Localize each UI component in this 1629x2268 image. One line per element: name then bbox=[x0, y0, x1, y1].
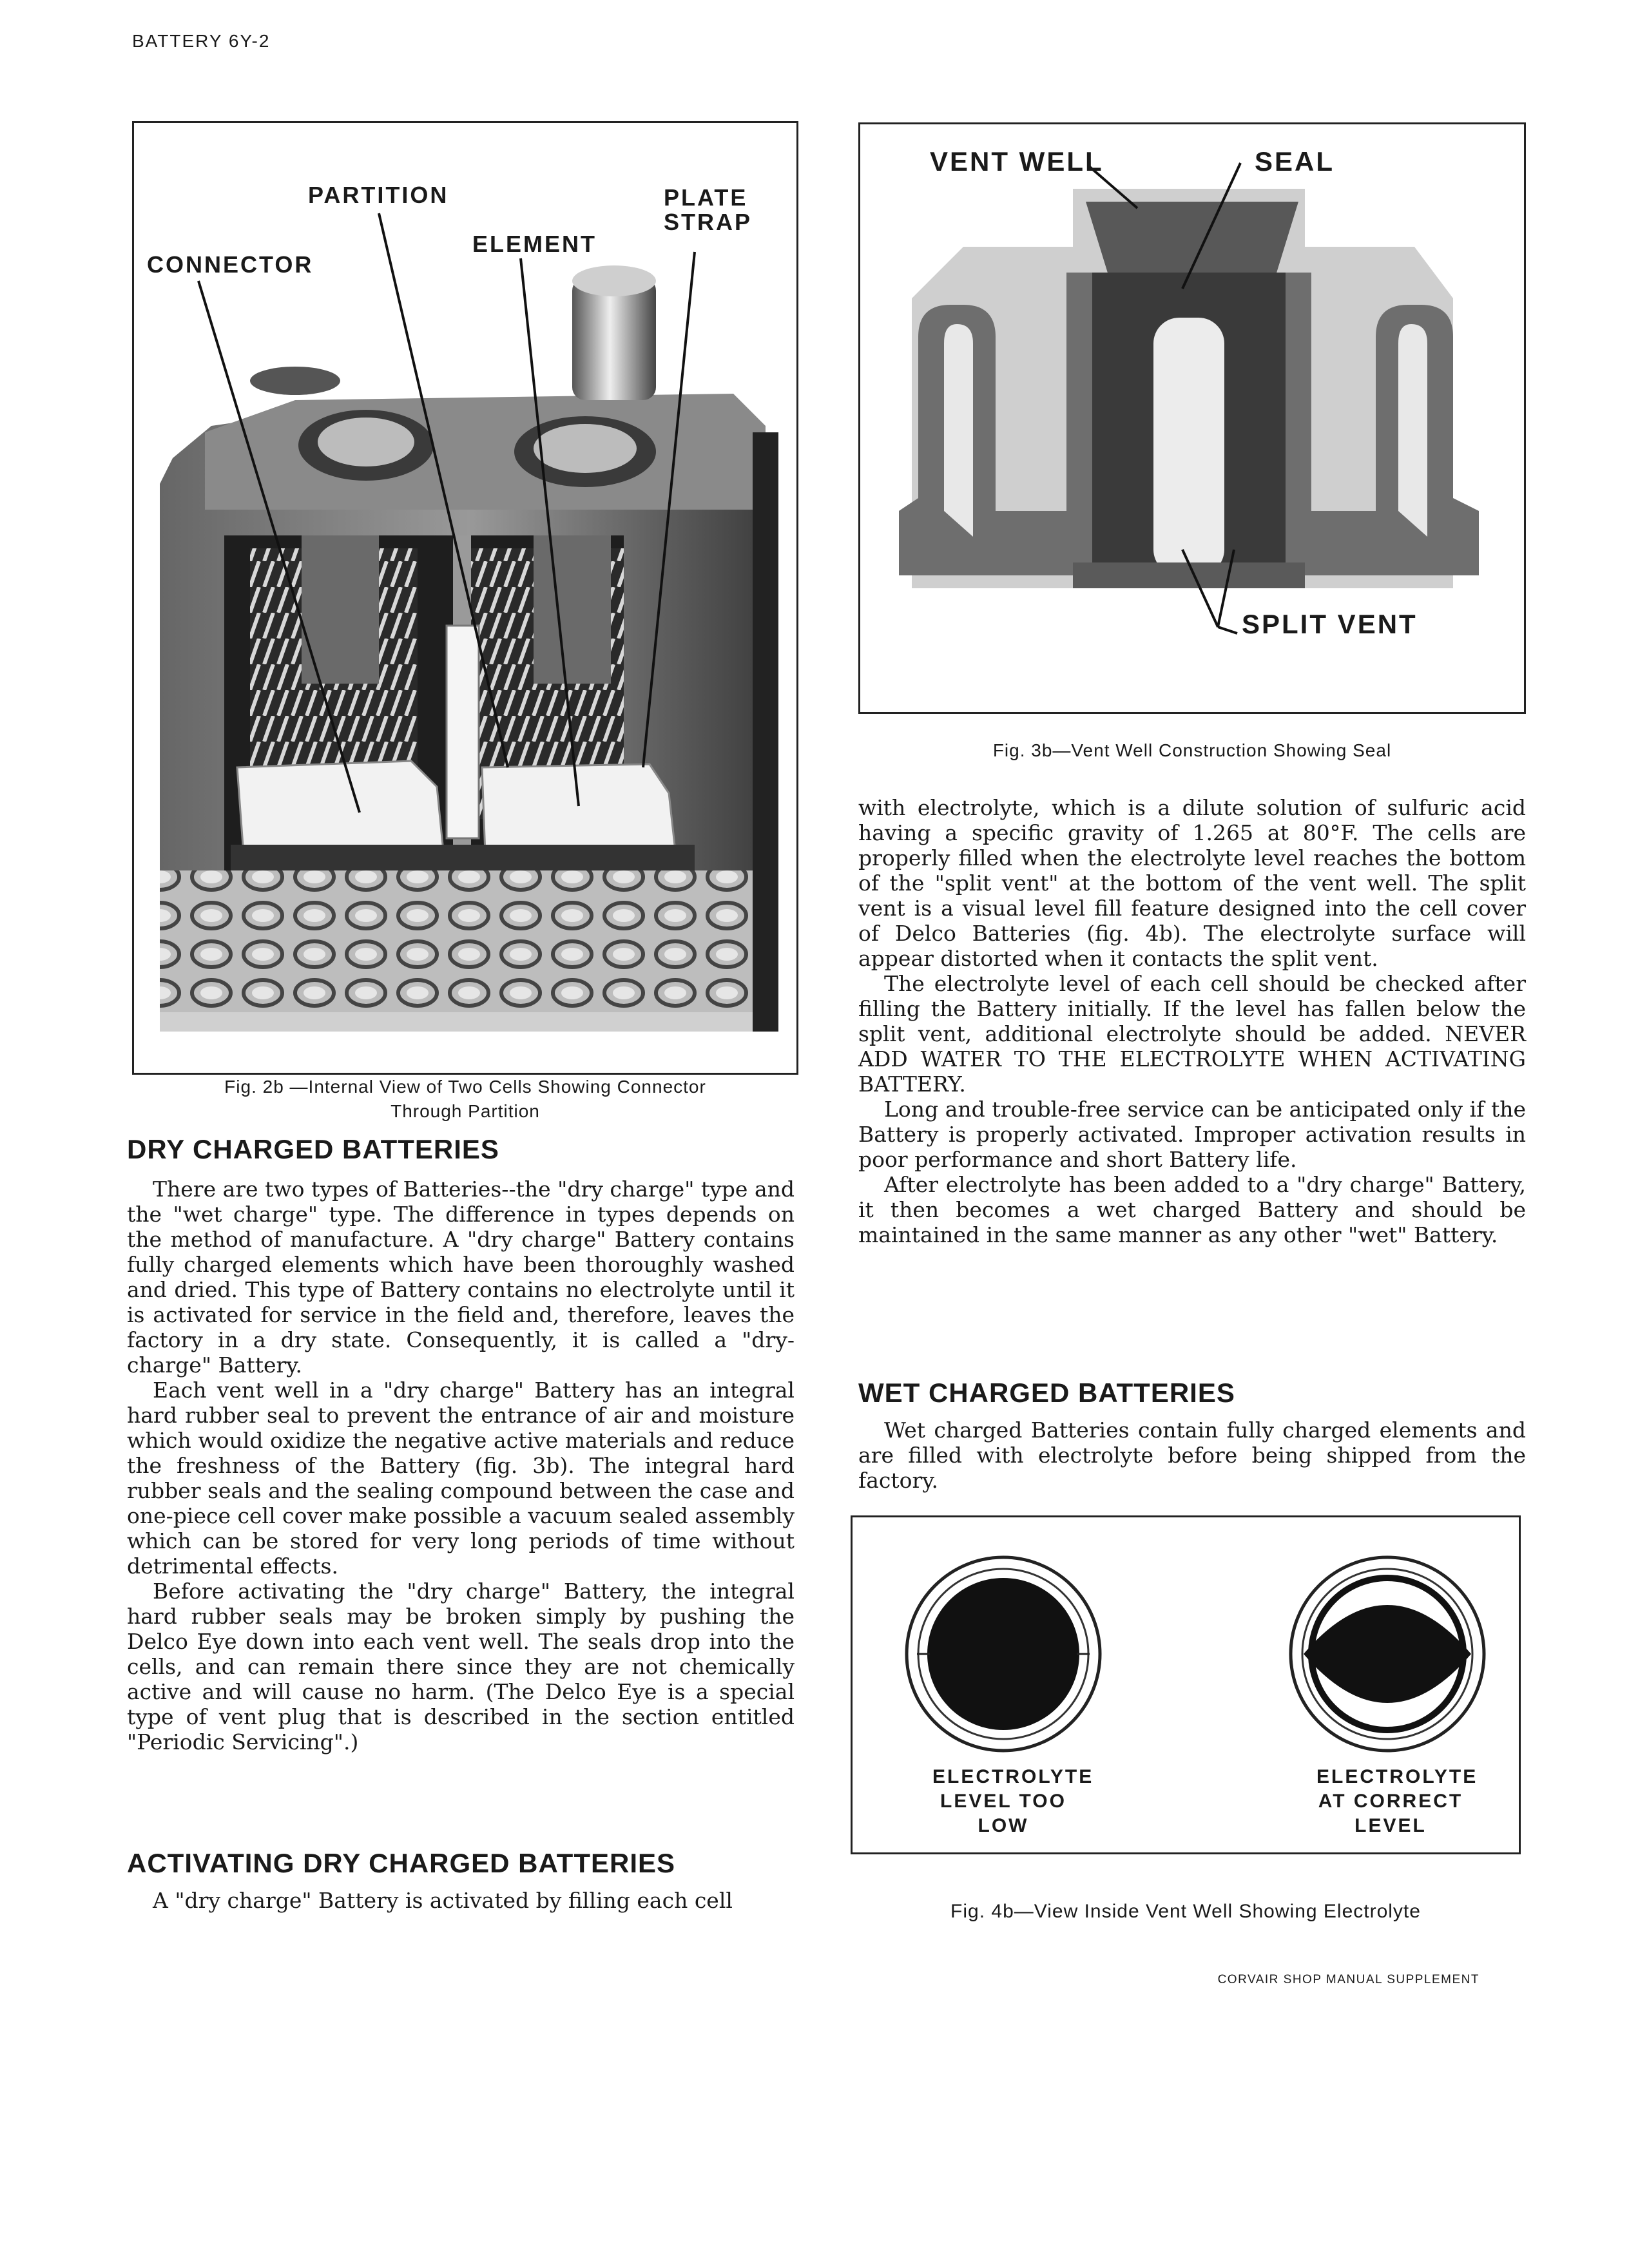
activating-body bbox=[127, 1888, 795, 1913]
level-correct-view bbox=[1291, 1557, 1484, 1751]
fig-4b-caption: Fig. 4b—View Inside Vent Well Showing Electrolyte bbox=[950, 1901, 1421, 1922]
wet-charged-p1: Wet charged Batteries contain fully charged elements and are filled with electrolyte before being shipped from the factory. bbox=[858, 1418, 1526, 1493]
right-column-body bbox=[858, 795, 1526, 1247]
figure-4b-frame bbox=[851, 1515, 1521, 1854]
label-element: ELEMENT bbox=[472, 231, 597, 257]
activating-continued-p4: After electrolyte has been added to a "dry charge" Battery, it then becomes a wet charged Battery and should be maintained in the same manner as any other "wet" Battery. bbox=[858, 1172, 1526, 1247]
dry-charged-p3: Before activating the "dry charge" Battery, the integral hard rubber seals may be broken simply by pushing the Delco Eye down into each vent well. The seals drop into the cells, and can remain there since they are not chemically active and will cause no harm. (The Delco Eye is a special type of vent plug that is described in the section entitled "Periodic Servicing".) bbox=[127, 1579, 795, 1754]
label-strap: STRAP bbox=[664, 209, 753, 235]
heading-dry-charged: DRY CHARGED BATTERIES bbox=[127, 1134, 499, 1164]
right-label-line1: ELECTROLYTE bbox=[1316, 1766, 1478, 1787]
left-label bbox=[932, 1765, 1094, 1838]
heading-activating: ACTIVATING DRY CHARGED BATTERIES bbox=[127, 1848, 676, 1878]
label-seal: SEAL bbox=[1255, 146, 1335, 177]
right-label-line2: AT CORRECT bbox=[1318, 1791, 1463, 1812]
left-label-line1: ELECTROLYTE bbox=[932, 1766, 1094, 1787]
label-connector: CONNECTOR bbox=[147, 251, 314, 278]
label-partition: PARTITION bbox=[308, 182, 449, 208]
activating-continued-p3: Long and trouble-free service can be anticipated only if the Battery is properly activated. Improper activation results in poor performance and short Battery life. bbox=[858, 1097, 1526, 1172]
wet-charged-body bbox=[858, 1418, 1526, 1493]
label-plate: PLATE bbox=[664, 184, 748, 211]
figure-2b-frame bbox=[132, 121, 798, 1075]
running-head: BATTERY 6Y-2 bbox=[132, 31, 271, 51]
vent-well-illustration bbox=[860, 124, 1524, 712]
fig-2b-caption bbox=[132, 1075, 798, 1124]
label-split-vent: SPLIT VENT bbox=[1242, 609, 1418, 639]
left-label-line2: LEVEL TOO bbox=[940, 1791, 1066, 1812]
dry-charged-p2: Each vent well in a "dry charge" Battery has an integral hard rubber seal to prevent the entrance of air and moisture which would oxidize the negative active materials and reduce the freshness of the Battery (fig. 3b). The integral hard rubber seals and the sealing compound between the case and one-piece cell cover make possible a vacuum sealed assembly which can be stored for very long periods of time without detrimental effects. bbox=[127, 1378, 795, 1579]
level-too-low-view bbox=[907, 1557, 1100, 1751]
fig-2b-caption-line2: Through Partition bbox=[390, 1101, 540, 1121]
label-vent-well: VENT WELL bbox=[930, 146, 1104, 177]
figure-3b-frame bbox=[858, 122, 1526, 714]
footer-title: CORVAIR SHOP MANUAL SUPPLEMENT bbox=[1217, 1973, 1480, 1986]
activating-p1: A "dry charge" Battery is activated by filling each cell bbox=[153, 1888, 733, 1913]
right-label-line3: LEVEL bbox=[1354, 1815, 1427, 1836]
heading-wet-charged: WET CHARGED BATTERIES bbox=[858, 1378, 1235, 1408]
activating-continued-p1: with electrolyte, which is a dilute solution of sulfuric acid having a specific gravity of 1.265 at 80°F. The cells are properly filled when the electrolyte level reaches the bottom of the "split vent" at the bottom of the vent well. The split vent is a visual level fill feature designed into the cell cover of Delco Batteries (fig. 4b). The electrolyte surface will appear distorted when it contacts the split vent. bbox=[858, 795, 1526, 971]
left-label-line3: LOW bbox=[978, 1815, 1029, 1836]
dry-charged-p1: There are two types of Batteries--the "dry charge" type and the "wet charge" type. The difference in types depends on the method of manufacture. A "dry charge" Battery contains fully charged elements which have been thoroughly washed and dried. This type of Battery contains no electrolyte until it is activated for service in the field and, therefore, leaves the factory in a dry state. Consequently, it is called a "dry-charge" Battery. bbox=[127, 1177, 795, 1378]
activating-continued-p2: The electrolyte level of each cell should be checked after filling the Battery initially. If the level has fallen below the split vent, additional electrolyte should be added. NEVER ADD WATER TO THE ELECTROLYTE WHEN ACTIVATING BATTERY. bbox=[858, 971, 1526, 1097]
fig-2b-caption-line1: Fig. 2b —Internal View of Two Cells Showing Connector bbox=[224, 1077, 706, 1097]
dry-charged-body bbox=[127, 1177, 795, 1754]
fig-3b-caption: Fig. 3b—Vent Well Construction Showing Seal bbox=[992, 740, 1392, 760]
right-label bbox=[1316, 1765, 1478, 1838]
